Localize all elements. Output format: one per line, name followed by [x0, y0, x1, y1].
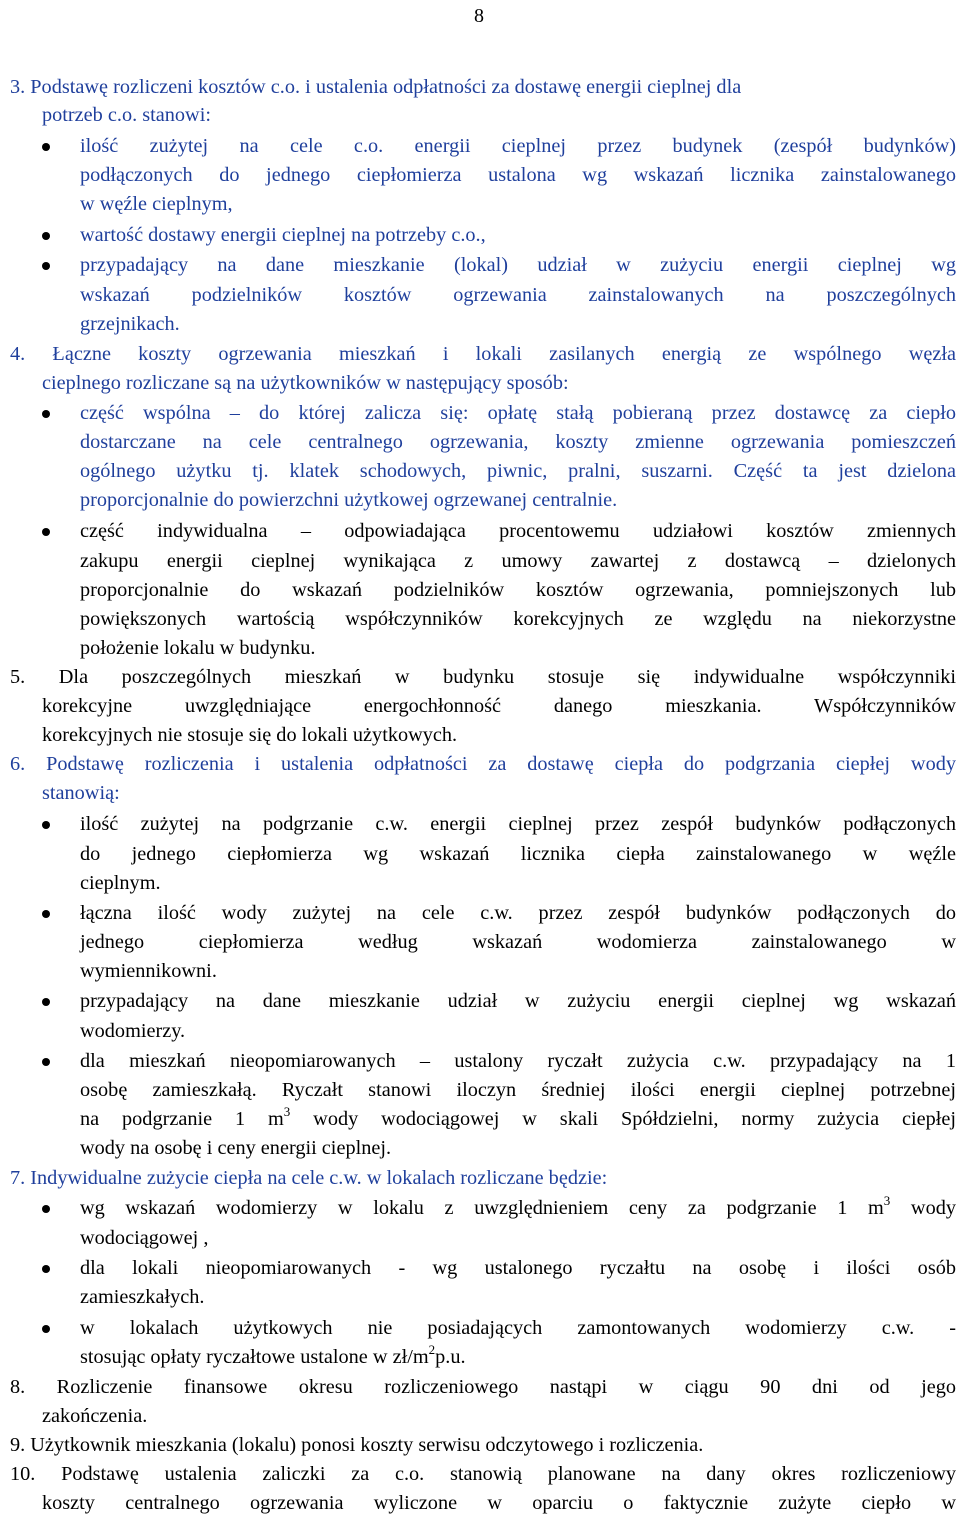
list-item-text [80, 1255, 956, 1281]
page-number: 8 [474, 5, 484, 27]
text-run: 8. Rozliczenie finansowe okresu rozliczeniowego nastąpi w ciągu 90 dni od jego [10, 1376, 956, 1398]
bullet-icon [42, 998, 50, 1006]
text-run: łączna ilość wody zużytej na cele c.w. przez zespół budynków podłączonych do [80, 902, 956, 924]
text-line [10, 1461, 956, 1487]
list-item-text [80, 133, 956, 159]
text-run: ilość zużytej na cele c.o. energii cieplnej przez budynek (zespół budynków) [80, 135, 956, 157]
text-line [42, 1490, 956, 1516]
text-run: wodomierzy. [80, 1020, 186, 1042]
bullet-icon [42, 232, 50, 240]
text-run: na podgrzanie 1 m [80, 1108, 284, 1130]
text-run: 5. Dla poszczególnych mieszkań w budynku stosuje się indywidualne współczynniki [10, 666, 956, 688]
text-run: wskazań podzielników kosztów ogrzewania zainstalowanych na poszczególnych [80, 284, 956, 306]
text-line [80, 1077, 956, 1103]
superscript: 2 [428, 1342, 436, 1357]
text-line [42, 780, 956, 806]
text-line [80, 1225, 956, 1251]
text-run: 3. Podstawę rozliczeni kosztów c.o. i ustalenia odpłatności za dostawę energii cieplnej dla [10, 76, 742, 98]
bullet-icon [42, 262, 50, 270]
text-run: korekcyjne uwzględniające energochłonność danego mieszkania. Współczynników [42, 695, 956, 717]
text-run: ogólnego użytku tj. klatek schodowych, piwnic, pralni, suszarni. Część ta jest dzielona [80, 460, 956, 482]
text-run: ilość zużytej na podgrzanie c.w. energii cieplnej przez zespół budynków podłączonych [80, 813, 956, 835]
text-run: część indywidualna – odpowiadająca procentowemu udziałowi kosztów zmiennych [80, 520, 956, 542]
text-line [42, 1403, 956, 1429]
text-line [80, 1106, 956, 1132]
text-line [10, 1432, 956, 1458]
text-line [80, 841, 956, 867]
list-item-text [80, 400, 956, 426]
text-run: potrzeb c.o. stanowi: [42, 104, 211, 126]
text-line [10, 751, 956, 777]
text-run: w węźle cieplnym, [80, 193, 233, 215]
list-item-text [80, 1048, 956, 1074]
text-line [80, 1018, 956, 1044]
text-run: podłączonych do jednego ciepłomierza ustalona wg wskazań licznika zainstalowanego [80, 164, 956, 186]
text-line [80, 1344, 956, 1370]
text-line [80, 1135, 956, 1161]
text-line [80, 429, 956, 455]
text-line [10, 664, 956, 690]
text-line [42, 102, 956, 128]
list-item-text [80, 252, 956, 278]
text-run: wg wskazań wodomierzy w lokalu z uwzględnieniem ceny za podgrzanie 1 m [80, 1197, 884, 1219]
text-run: proporcjonalnie do wskazań podzielników kosztów ogrzewania, pomniejszonych lub [80, 579, 956, 601]
text-line [80, 606, 956, 632]
text-run: 4. Łączne koszty ogrzewania mieszkań i lokali zasilanych energią ze wspólnego węzła [10, 343, 956, 365]
text-line [10, 341, 956, 367]
text-run: koszty centralnego ogrzewania wyliczone w oparciu o faktycznie zużyte ciepło w [42, 1492, 956, 1514]
text-run: w lokalach użytkowych nie posiadających zamontowanych wodomierzy c.w. - [80, 1317, 956, 1339]
text-run: dla lokali nieopomiarowanych - wg ustalonego ryczałtu na osobę i ilości osób [80, 1257, 956, 1279]
text-line [80, 548, 956, 574]
list-item-text [80, 222, 956, 248]
text-run: wody wodociągowej w skali Spółdzielni, normy zużycia ciepłej [290, 1108, 956, 1130]
list-item-text [80, 811, 956, 837]
text-line [80, 870, 956, 896]
text-line [80, 635, 956, 661]
bullet-icon [42, 1265, 50, 1273]
text-run: dostarczane na cele centralnego ogrzewania, koszty zmienne ogrzewania pomieszczeń [80, 431, 956, 453]
text-run: wartość dostawy energii cieplnej na potrzeby c.o., [80, 224, 486, 246]
text-run: osobę zamieszkałą. Ryczałt stanowi iloczyn średniej ilości energii cieplnej potrzebnej [80, 1079, 956, 1101]
text-run: do jednego ciepłomierza wg wskazań licznika ciepła zainstalowanego w węźle [80, 843, 956, 865]
text-run: zamieszkałych. [80, 1286, 205, 1308]
superscript: 3 [283, 1104, 291, 1119]
text-run: zakończenia. [42, 1405, 148, 1427]
text-run: zakupu energii cieplnej wynikająca z umowy zawartej z dostawcą – dzielonych [80, 550, 956, 572]
text-run: stosując opłaty ryczałtowe ustalone w zł/m [80, 1346, 429, 1368]
text-line [10, 1374, 956, 1400]
text-run: dla mieszkań nieopomiarowanych – ustalony ryczałt zużycia c.w. przypadający na 1 [80, 1050, 956, 1072]
text-line [80, 487, 956, 513]
text-run: powiększonych wartością współczynników korekcyjnych ze względu na niekorzystne [80, 608, 956, 630]
list-item-text [80, 1315, 956, 1341]
text-run: przypadający na dane mieszkanie (lokal) udział w zużyciu energii cieplnej wg [80, 254, 956, 276]
bullet-icon [42, 1205, 50, 1213]
bullet-icon [42, 410, 50, 418]
text-line [80, 162, 956, 188]
text-run: wody [890, 1197, 956, 1219]
bullet-icon [42, 143, 50, 151]
list-item-text [80, 1195, 956, 1221]
bullet-icon [42, 821, 50, 829]
text-line [10, 1165, 956, 1191]
text-run: grzejnikach. [80, 313, 180, 335]
text-line [42, 370, 956, 396]
text-run: położenie lokalu w budynku. [80, 637, 316, 659]
text-run: wymiennikowni. [80, 960, 217, 982]
text-run: 9. Użytkownik mieszkania (lokalu) ponosi koszty serwisu odczytowego i rozliczenia. [10, 1434, 704, 1456]
text-line [80, 282, 956, 308]
text-line [80, 577, 956, 603]
text-line [80, 311, 956, 337]
text-line [42, 722, 956, 748]
list-item-text [80, 900, 956, 926]
bullet-icon [42, 910, 50, 918]
list-item-text [80, 988, 956, 1014]
text-run: część wspólna – do której zalicza się: opłatę stałą pobieraną przez dostawcę za ciepło [80, 402, 956, 424]
text-run: p.u. [435, 1346, 466, 1368]
text-line [42, 693, 956, 719]
text-run: cieplnego rozliczane są na użytkowników w następujący sposób: [42, 372, 569, 394]
bullet-icon [42, 528, 50, 536]
text-run: cieplnym. [80, 872, 161, 894]
text-line [80, 958, 956, 984]
text-line [80, 1284, 956, 1310]
text-run: 7. Indywidualne zużycie ciepła na cele c.w. w lokalach rozliczane będzie: [10, 1167, 608, 1189]
list-item-text [80, 518, 956, 544]
text-line [80, 929, 956, 955]
text-run: jednego ciepłomierza według wskazań wodomierza zainstalowanego w [80, 931, 956, 953]
bullet-icon [42, 1325, 50, 1333]
text-run: proporcjonalnie do powierzchni użytkowej ogrzewanej centralnie. [80, 489, 618, 511]
bullet-icon [42, 1058, 50, 1066]
text-run: 10. Podstawę ustalenia zaliczki za c.o. stanowią planowane na dany okres rozliczeniowy [10, 1463, 956, 1485]
text-line [10, 74, 956, 100]
text-line [80, 191, 956, 217]
text-run: przypadający na dane mieszkanie udział w zużyciu energii cieplnej wg wskazań [80, 990, 956, 1012]
text-run: wodociągowej , [80, 1227, 209, 1249]
text-line [80, 458, 956, 484]
text-run: wody na osobę i ceny energii cieplnej. [80, 1137, 392, 1159]
text-run: stanowią: [42, 782, 120, 804]
text-run: korekcyjnych nie stosuje się do lokali użytkowych. [42, 724, 458, 746]
superscript: 3 [883, 1193, 891, 1208]
text-run: 6. Podstawę rozliczenia i ustalenia odpłatności za dostawę ciepła do podgrzania ciepłej wody [10, 753, 956, 775]
